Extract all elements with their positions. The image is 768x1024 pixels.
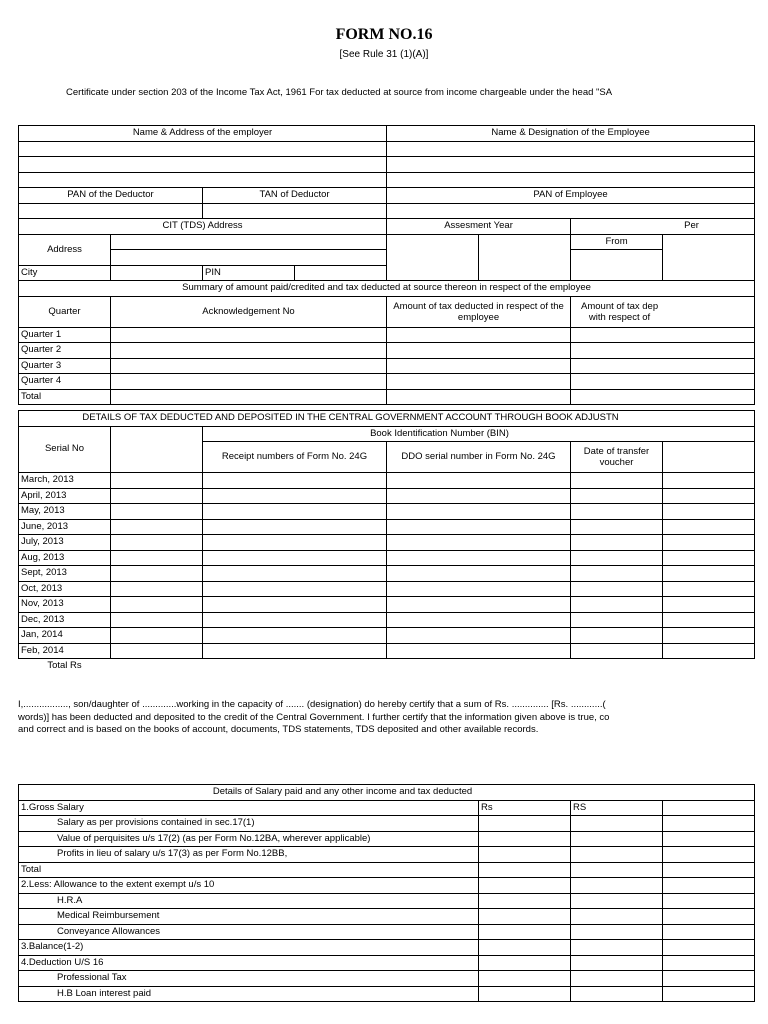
employer-name-header: Name & Address of the employer: [19, 126, 387, 142]
cell[interactable]: [663, 628, 755, 644]
cell[interactable]: [663, 909, 755, 925]
cell[interactable]: [479, 909, 571, 925]
employee-desig-field[interactable]: [387, 172, 755, 188]
pan-deductor-field[interactable]: [19, 203, 203, 219]
cell[interactable]: [479, 940, 571, 956]
month-label: June, 2013: [19, 519, 111, 535]
ack-no-header: Acknowledgement No: [111, 296, 387, 327]
cell[interactable]: [571, 504, 663, 520]
tax-deducted-field[interactable]: [387, 343, 571, 359]
cell[interactable]: [111, 504, 203, 520]
address-field-2[interactable]: [111, 250, 387, 266]
cell[interactable]: [663, 862, 755, 878]
cell[interactable]: [387, 643, 571, 659]
month-label: Oct, 2013: [19, 581, 111, 597]
cell[interactable]: [571, 847, 663, 863]
period-header: Per: [571, 219, 755, 235]
cell[interactable]: [571, 488, 663, 504]
pan-employee-header: PAN of Employee: [387, 188, 755, 204]
salary-item: Professional Tax: [19, 971, 479, 987]
cell[interactable]: [479, 862, 571, 878]
cell[interactable]: [571, 862, 663, 878]
cell[interactable]: [203, 519, 387, 535]
from-field[interactable]: [571, 250, 663, 281]
declaration-line: words)] has been deducted and deposited to the credit of the Central Government. I further certify that the information given above is true, co: [18, 711, 610, 723]
cell[interactable]: [387, 535, 571, 551]
cell[interactable]: [663, 971, 755, 987]
salary-item: Conveyance Allowances: [19, 924, 479, 940]
cell[interactable]: [571, 816, 663, 832]
city-label: City: [19, 265, 111, 281]
employer-address-field[interactable]: [19, 172, 387, 188]
salary-item: Profits in lieu of salary u/s 17(3) as per Form No.12BB,: [19, 847, 479, 863]
cell[interactable]: [479, 971, 571, 987]
cell[interactable]: [479, 955, 571, 971]
cell[interactable]: [387, 504, 571, 520]
assessment-year-field-2[interactable]: [479, 234, 571, 281]
cell[interactable]: [571, 566, 663, 582]
cell[interactable]: [663, 504, 755, 520]
cell[interactable]: [571, 628, 663, 644]
cell[interactable]: [203, 535, 387, 551]
pin-label: PIN: [203, 265, 295, 281]
cell[interactable]: [111, 488, 203, 504]
cell[interactable]: [663, 550, 755, 566]
cell[interactable]: [203, 473, 387, 489]
cell[interactable]: [479, 847, 571, 863]
cell[interactable]: [203, 643, 387, 659]
cell[interactable]: [387, 597, 571, 613]
quarter-label: Quarter 3: [19, 358, 111, 374]
cell[interactable]: [571, 893, 663, 909]
salary-item: H.R.A: [19, 893, 479, 909]
salary-item: Total: [19, 862, 479, 878]
salary-item: 3.Balance(1-2): [19, 940, 479, 956]
serial-no-header: Serial No: [19, 426, 111, 473]
quarter-total-label: Total: [19, 389, 111, 405]
form-title: FORM NO.16: [335, 26, 433, 43]
amt-tax-deposited-header: Amount of tax dep with respect of: [571, 296, 755, 327]
cell[interactable]: [387, 628, 571, 644]
cell[interactable]: [663, 597, 755, 613]
cell[interactable]: [571, 971, 663, 987]
gross-salary-label: 1.Gross Salary: [19, 800, 479, 816]
cell[interactable]: [571, 535, 663, 551]
cell[interactable]: [111, 643, 203, 659]
ddo-serial-header: DDO serial number in Form No. 24G: [387, 442, 571, 473]
quarter-header: Quarter: [19, 296, 111, 327]
cell: [663, 800, 755, 816]
cell[interactable]: [571, 924, 663, 940]
pin-field[interactable]: [295, 265, 387, 281]
cell[interactable]: [663, 924, 755, 940]
cell[interactable]: [571, 550, 663, 566]
address-field[interactable]: [111, 234, 387, 250]
cell[interactable]: [571, 581, 663, 597]
cell[interactable]: [571, 940, 663, 956]
ack-no-field[interactable]: [111, 389, 387, 405]
pan-employee-field[interactable]: [387, 203, 755, 219]
salary-item: H.B Loan interest paid: [19, 986, 479, 1002]
tax-deposited-field[interactable]: [571, 374, 755, 390]
cell[interactable]: [663, 643, 755, 659]
cell[interactable]: [663, 831, 755, 847]
bin-header: Book Identification Number (BIN): [203, 426, 755, 442]
ack-no-field[interactable]: [111, 343, 387, 359]
blank-header: [111, 426, 203, 473]
month-label: Aug, 2013: [19, 550, 111, 566]
cell[interactable]: [111, 550, 203, 566]
cell[interactable]: [203, 504, 387, 520]
cell[interactable]: [571, 473, 663, 489]
cell[interactable]: [663, 816, 755, 832]
cell[interactable]: [479, 986, 571, 1002]
tax-deposited-field[interactable]: [571, 358, 755, 374]
declaration-line: and correct and is based on the books of account, documents, TDS statements, TDS deposited and other available records.: [18, 724, 539, 735]
declaration-line: I,................., son/daughter of .............working in the capacity of ....... (designation) do hereby certify that a sum of Rs. .............. [Rs. ............(: [18, 699, 606, 710]
ack-no-field[interactable]: [111, 358, 387, 374]
declaration: [18, 699, 662, 737]
certificate-text: Certificate under section 203 of the Income Tax Act, 1961 For tax deducted at source from income chargeable under the head "SA: [66, 87, 613, 98]
cell[interactable]: [203, 488, 387, 504]
amt-tax-deducted-header: Amount of tax deducted in respect of the employee: [387, 296, 571, 327]
cell[interactable]: [111, 535, 203, 551]
book-adjustment-section: [18, 410, 662, 674]
date-transfer-header: Date of transfer voucher: [571, 442, 663, 473]
quarter-label: Quarter 2: [19, 343, 111, 359]
employee-name-header: Name & Designation of the Employee: [387, 126, 755, 142]
ack-no-field[interactable]: [111, 374, 387, 390]
cell[interactable]: [203, 628, 387, 644]
cell[interactable]: [111, 628, 203, 644]
cell[interactable]: [387, 519, 571, 535]
quarter-label: Quarter 4: [19, 374, 111, 390]
cell[interactable]: [571, 986, 663, 1002]
assessment-year-field[interactable]: [387, 234, 479, 281]
tax-deposited-field[interactable]: [571, 343, 755, 359]
employer-employee-section: [18, 125, 699, 405]
tan-deductor-header: TAN of Deductor: [203, 188, 387, 204]
cell[interactable]: [203, 612, 387, 628]
cell[interactable]: [387, 566, 571, 582]
employer-address-field[interactable]: [19, 157, 387, 173]
cell[interactable]: [479, 816, 571, 832]
salary-section: [18, 784, 662, 1002]
form-rule: [See Rule 31 (1)(A)]: [339, 49, 429, 60]
cell[interactable]: [111, 519, 203, 535]
cell[interactable]: [479, 831, 571, 847]
cell[interactable]: [663, 893, 755, 909]
salary-table: [18, 784, 755, 1002]
cell[interactable]: [663, 847, 755, 863]
cell[interactable]: [663, 566, 755, 582]
cell[interactable]: [387, 550, 571, 566]
cell[interactable]: [663, 535, 755, 551]
rs-header: Rs: [479, 800, 571, 816]
cell[interactable]: [203, 597, 387, 613]
from-header: From: [571, 234, 663, 250]
total-rs-label: Total Rs: [47, 660, 82, 672]
employer-table: [18, 125, 755, 405]
cit-address-header: CIT (TDS) Address: [19, 219, 387, 235]
book-adjustment-header: DETAILS OF TAX DEDUCTED AND DEPOSITED IN THE CENTRAL GOVERNMENT ACCOUNT THROUGH BOOK ADJUSTN: [19, 411, 755, 427]
cell[interactable]: [663, 878, 755, 894]
tax-deposited-field[interactable]: [571, 389, 755, 405]
pan-deductor-header: PAN of the Deductor: [19, 188, 203, 204]
city-field[interactable]: [111, 265, 203, 281]
cell[interactable]: [203, 566, 387, 582]
cell[interactable]: [663, 986, 755, 1002]
cell[interactable]: [663, 473, 755, 489]
to-field[interactable]: [663, 234, 755, 281]
cell[interactable]: [387, 612, 571, 628]
employee-name-field[interactable]: [387, 141, 755, 157]
cell[interactable]: [387, 473, 571, 489]
cell[interactable]: [663, 488, 755, 504]
cell[interactable]: [111, 473, 203, 489]
cell[interactable]: [479, 924, 571, 940]
cell[interactable]: [387, 581, 571, 597]
cell[interactable]: [111, 612, 203, 628]
salary-item: 4.Deduction U/S 16: [19, 955, 479, 971]
tax-deposited-field[interactable]: [571, 327, 755, 343]
month-label: March, 2013: [19, 473, 111, 489]
cell[interactable]: [663, 581, 755, 597]
salary-item: 2.Less: Allowance to the extent exempt u/s 10: [19, 878, 479, 894]
tax-deducted-field[interactable]: [387, 327, 571, 343]
cell[interactable]: [479, 893, 571, 909]
address-label: Address: [19, 234, 111, 265]
tan-deductor-field[interactable]: [203, 203, 387, 219]
month-label: Nov, 2013: [19, 597, 111, 613]
cell[interactable]: [203, 550, 387, 566]
cell[interactable]: [387, 488, 571, 504]
tax-deducted-field[interactable]: [387, 374, 571, 390]
cell[interactable]: [663, 955, 755, 971]
cell[interactable]: [571, 519, 663, 535]
blank-header: [663, 442, 755, 473]
tax-deducted-field[interactable]: [387, 389, 571, 405]
salary-header: Details of Salary paid and any other income and tax deducted: [19, 785, 755, 801]
month-label: Sept, 2013: [19, 566, 111, 582]
cell[interactable]: [571, 831, 663, 847]
month-label: April, 2013: [19, 488, 111, 504]
salary-item: Salary as per provisions contained in sec.17(1): [19, 816, 479, 832]
salary-item: Medical Reimbursement: [19, 909, 479, 925]
month-label: Jan, 2014: [19, 628, 111, 644]
cell[interactable]: [571, 643, 663, 659]
quarter-label: Quarter 1: [19, 327, 111, 343]
receipt-no-header: Receipt numbers of Form No. 24G: [203, 442, 387, 473]
salary-item: Value of perquisites u/s 17(2) (as per Form No.12BA, wherever applicable): [19, 831, 479, 847]
summary-header: Summary of amount paid/credited and tax deducted at source thereon in respect of the employee: [19, 281, 755, 297]
ack-no-field[interactable]: [111, 327, 387, 343]
cell[interactable]: [571, 612, 663, 628]
cell[interactable]: [111, 581, 203, 597]
cell[interactable]: [571, 955, 663, 971]
employer-name-field[interactable]: [19, 141, 387, 157]
tax-deducted-field[interactable]: [387, 358, 571, 374]
cell[interactable]: [571, 878, 663, 894]
book-adjustment-table: [18, 410, 755, 674]
month-label: Feb, 2014: [19, 643, 111, 659]
cell[interactable]: [111, 566, 203, 582]
cell[interactable]: [663, 612, 755, 628]
assessment-year-header: Assesment Year: [387, 219, 571, 235]
employee-desig-field[interactable]: [387, 157, 755, 173]
cell[interactable]: [571, 909, 663, 925]
month-label: July, 2013: [19, 535, 111, 551]
cell[interactable]: [479, 878, 571, 894]
cell[interactable]: [571, 597, 663, 613]
month-label: Dec, 2013: [19, 612, 111, 628]
cell[interactable]: [663, 940, 755, 956]
cell[interactable]: [111, 597, 203, 613]
cell[interactable]: [203, 581, 387, 597]
month-label: May, 2013: [19, 504, 111, 520]
cell[interactable]: [663, 519, 755, 535]
rs-header-2: RS: [571, 800, 663, 816]
